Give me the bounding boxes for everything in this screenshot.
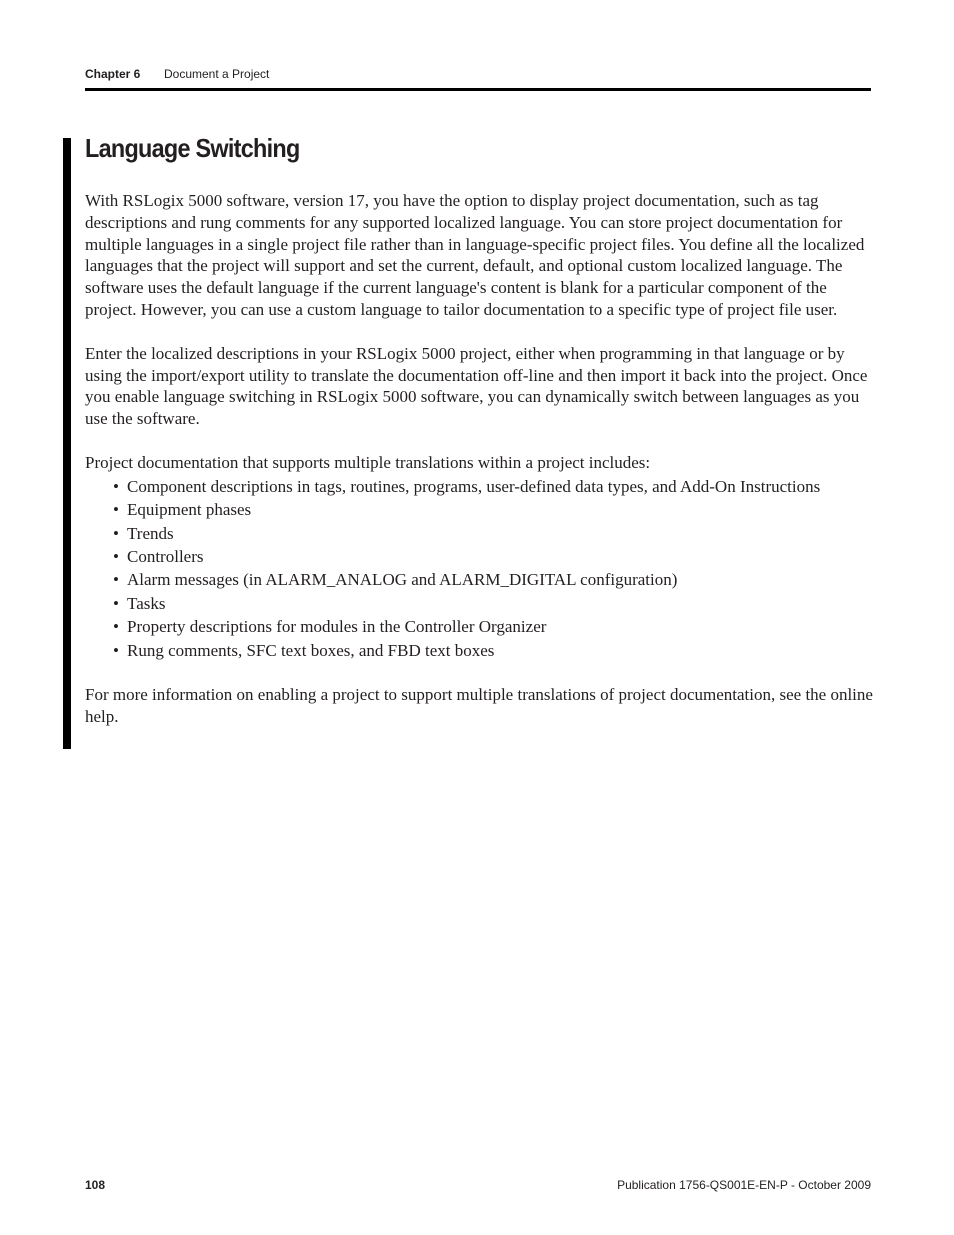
publication-id: Publication 1756-QS001E-EN-P - October 2009 bbox=[617, 1178, 871, 1192]
running-footer bbox=[85, 1177, 871, 1195]
bullet-icon: • bbox=[113, 500, 119, 520]
list-item-text: Property descriptions for modules in the Controller Organizer bbox=[127, 617, 547, 637]
bullet-icon: • bbox=[113, 593, 119, 613]
change-bar bbox=[63, 138, 71, 749]
list-item-text: Trends bbox=[127, 523, 174, 543]
closing-paragraph: For more information on enabling a project to support multiple translations of project documentation, see the online help. bbox=[85, 685, 873, 726]
section-body bbox=[85, 190, 873, 750]
list-item-text: Tasks bbox=[127, 593, 166, 613]
list-intro: Project documentation that supports multiple translations within a project includes: bbox=[85, 452, 651, 472]
list-item bbox=[113, 475, 873, 498]
bullet-icon: • bbox=[113, 640, 119, 660]
list-item bbox=[113, 592, 873, 615]
list-item-text: Equipment phases bbox=[127, 500, 252, 520]
list-item-text: Controllers bbox=[127, 546, 204, 566]
running-header bbox=[85, 66, 871, 84]
list-item bbox=[113, 522, 873, 545]
list-item bbox=[113, 639, 873, 662]
list-item bbox=[113, 498, 873, 521]
bullet-icon: • bbox=[113, 546, 119, 566]
list-item-text: Component descriptions in tags, routines, programs, user-defined data types, and Add-On Instructions bbox=[127, 476, 821, 496]
list-item bbox=[113, 615, 873, 638]
chapter-label: Chapter 6 bbox=[85, 67, 141, 81]
body-paragraph: Enter the localized descriptions in your RSLogix 5000 project, either when programming in that language or by using the import/export utility to translate the documentation off-line and then import it back into the project. Once you enable language switching in RSLogix 5000 software, you can dynamically switch between languages as you use the software. bbox=[85, 343, 868, 429]
bullet-icon: • bbox=[113, 523, 119, 543]
bullet-icon: • bbox=[113, 617, 119, 637]
documentation-list bbox=[85, 475, 873, 662]
list-item-text: Alarm messages (in ALARM_ANALOG and ALARM_DIGITAL configuration) bbox=[127, 570, 678, 590]
bullet-icon: • bbox=[113, 476, 119, 496]
list-item bbox=[113, 545, 873, 568]
page-number: 108 bbox=[85, 1178, 106, 1192]
bullet-icon: • bbox=[113, 570, 119, 590]
list-item bbox=[113, 568, 873, 591]
list-item-text: Rung comments, SFC text boxes, and FBD text boxes bbox=[127, 640, 495, 660]
chapter-title: Document a Project bbox=[164, 67, 270, 81]
section-title: Language Switching bbox=[85, 133, 300, 163]
body-paragraph: With RSLogix 5000 software, version 17, you have the option to display project documentation, such as tag descriptions and rung comments for any supported localized language. You can store project documentation for multiple languages in a single project file rather than in language-specific project files. You define all the localized languages that the project will support and set the current, default, and optional custom localized language. The software uses the default language if the current language's content is blank for a particular component of the project. However, you can use a custom language to tailor documentation to a specific type of project file user. bbox=[85, 191, 865, 319]
header-rule bbox=[85, 88, 871, 91]
